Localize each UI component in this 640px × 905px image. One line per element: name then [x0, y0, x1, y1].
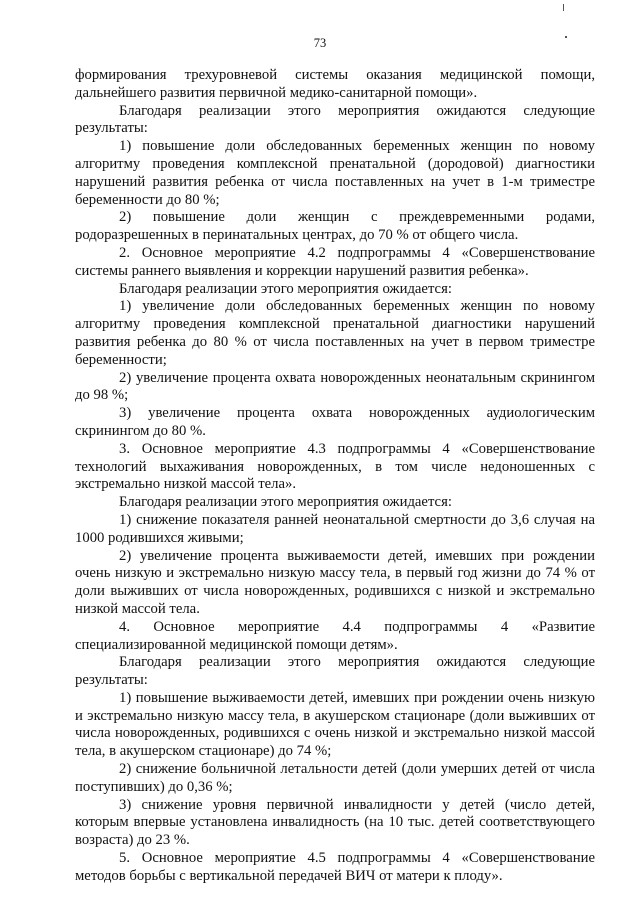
paragraph: 2) увеличение процента охвата новорожденных неонатальным скринингом до 98 %;: [75, 369, 595, 404]
paragraph: Благодаря реализации этого мероприятия ожидается:: [119, 494, 452, 511]
paragraph: 2) увеличение процента выживаемости детей, имевших при рождении очень низкую и экстремально низкую массу тела, в первый год жизни до 74 % от доли выживших от числа новорожденных, родившихся с низкой и экстремально низкой массой тела.: [75, 547, 595, 617]
paragraph: 2. Основное мероприятие 4.2 подпрограммы 4 «Совершенствование системы раннего выявления и коррекции нарушений развития ребенка».: [75, 244, 595, 279]
paragraph: 5. Основное мероприятие 4.5 подпрограммы 4 «Совершенствование методов борьбы с вертикальной передачей ВИЧ от матери к плоду».: [75, 850, 595, 884]
paragraph: 1) увеличение доли обследованных беременных женщин по новому алгоритму проведения комплексной пренатальной диагностики нарушений развития ребенка до 80 % от числа поставленных на учет в первом триместре беременности;: [75, 298, 595, 368]
paragraph: 2) снижение больничной летальности детей (доли умерших детей от числа поступивших) до 0,36 %;: [75, 761, 595, 795]
paragraph: 3) снижение уровня первичной инвалидности у детей (число детей, которым впервые установлена инвалидность (на 10 тыс. детей соответствующего возраста) до 23 %.: [75, 796, 595, 849]
scan-mark: [563, 4, 564, 11]
paragraph: формирования трехуровневой системы оказания медицинской помощи, дальнейшего развития первичной медико-санитарной помощи».: [75, 67, 595, 101]
paragraph: 1) повышение доли обследованных беременных женщин по новому алгоритму проведения комплексной пренатальной (дородовой) диагностики нарушений развития ребенка от числа поставленных на учет в 1-м триместре беременности до 80 %;: [75, 138, 595, 208]
paragraph: Благодаря реализации этого мероприятия ожидаются следующие результаты:: [75, 102, 595, 137]
paragraph: 2) повышение доли женщин с преждевременными родами, родоразрешенных в перинатальных центрах, до 70 % от общего числа.: [75, 209, 595, 244]
paragraph: Благодаря реализации этого мероприятия ожидается:: [119, 280, 452, 297]
document-body: [75, 67, 595, 886]
paragraph: 3) увеличение процента охвата новорожденных аудиологическим скринингом до 80 %.: [75, 405, 595, 439]
paragraph: 3. Основное мероприятие 4.3 подпрограммы 4 «Совершенствование технологий выхаживания новорожденных, в том числе недоношенных с экстремально низкой массой тела».: [75, 440, 595, 493]
page-number: 73: [313, 36, 327, 50]
paragraph: 4. Основное мероприятие 4.4 подпрограммы 4 «Развитие специализированной медицинской помощи детям».: [75, 618, 595, 653]
paragraph: 1) снижение показателя ранней неонатальной смертности до 3,6 случая на 1000 родившихся живыми;: [75, 511, 595, 546]
paragraph: 1) повышение выживаемости детей, имевших при рождении очень низкую и экстремально низкую массу тела, в акушерском стационаре (доли выживших от числа новорожденных, родившихся с очень низкой и экстремально низкой массой тела, в акушерском стационаре) до 74 %;: [75, 689, 595, 760]
paragraph: Благодаря реализации этого мероприятия ожидаются следующие результаты:: [75, 654, 595, 689]
